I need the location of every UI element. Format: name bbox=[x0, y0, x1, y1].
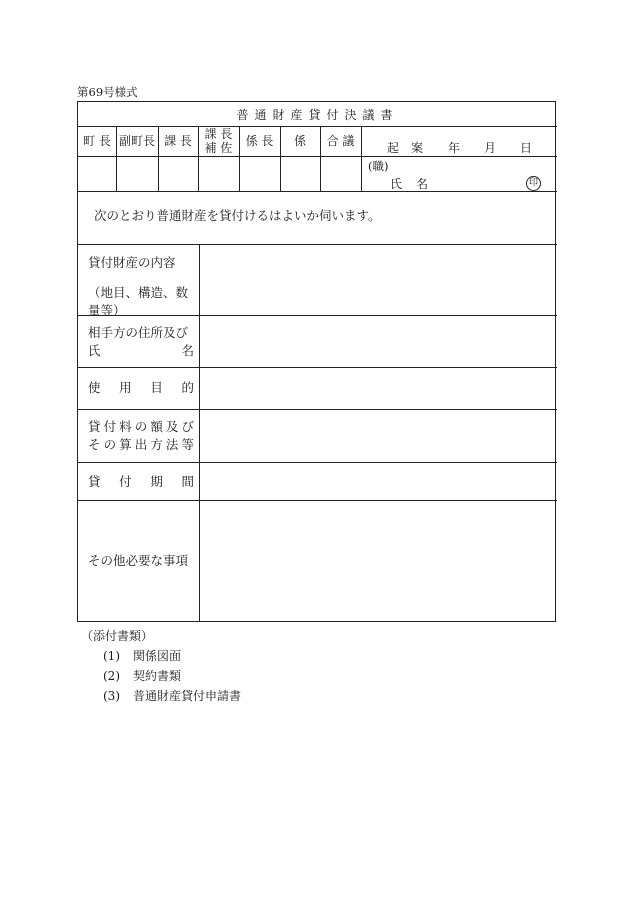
header-kachou-hosa bbox=[198, 127, 239, 155]
rule-row-5 bbox=[78, 500, 557, 501]
header-kachou-hosa-line1: 課 長 bbox=[204, 127, 233, 141]
header-kachou-hosa-line2: 補 佐 bbox=[204, 141, 233, 155]
label-counterparty bbox=[88, 324, 194, 360]
label-purpose-char: 的 bbox=[181, 380, 194, 395]
form-number: 第69号様式 bbox=[77, 85, 138, 99]
attachment-item bbox=[81, 686, 241, 706]
label-column-divider bbox=[199, 244, 200, 622]
drafter-title-label: (職) bbox=[368, 159, 389, 173]
label-fee-char: 及 bbox=[165, 419, 179, 434]
label-fee-char: 方 bbox=[150, 437, 163, 452]
drafting-month-label: 月 bbox=[484, 141, 497, 155]
attachment-number: (1) bbox=[103, 649, 120, 663]
header-kachou: 課 長 bbox=[164, 134, 192, 148]
label-period-char: 貸 bbox=[88, 474, 101, 489]
rule-under-statement bbox=[78, 244, 557, 245]
label-fee-char: の bbox=[134, 419, 148, 434]
label-counterparty-line2 bbox=[88, 342, 194, 360]
attachment-text: 契約書類 bbox=[133, 669, 182, 683]
label-fee-char: 算 bbox=[119, 437, 132, 452]
label-fee-char: の bbox=[103, 437, 117, 452]
attachment-text: 関係図面 bbox=[133, 649, 182, 663]
label-counterparty-name-b: 名 bbox=[181, 343, 194, 358]
header-gougi: 合 議 bbox=[326, 134, 355, 148]
label-purpose-char: 目 bbox=[150, 380, 163, 395]
label-fee-line2 bbox=[88, 436, 194, 454]
drafting-label: 起 案 bbox=[387, 141, 424, 155]
rule-under-stamps bbox=[78, 191, 557, 192]
label-counterparty-line1: 相手方の住所及び bbox=[88, 325, 189, 340]
header-chou: 町 長 bbox=[83, 134, 111, 148]
label-fee-char: び bbox=[181, 419, 194, 434]
label-fee-char: 等 bbox=[181, 437, 194, 452]
label-period-char: 付 bbox=[119, 474, 132, 489]
label-fee-char: 付 bbox=[103, 419, 117, 434]
drafter-name-label: 氏名 bbox=[390, 177, 443, 191]
label-purpose bbox=[88, 379, 194, 397]
label-counterparty-name-a: 氏 bbox=[88, 343, 101, 358]
attachment-item bbox=[81, 646, 241, 666]
label-fee-char: 料 bbox=[119, 419, 132, 434]
grid-col-line bbox=[361, 126, 362, 191]
rule-row-3 bbox=[78, 409, 557, 410]
resolution-form bbox=[77, 101, 556, 622]
drafting-year-label: 年 bbox=[448, 141, 461, 155]
header-kakarichou: 係 長 bbox=[245, 134, 274, 148]
label-other-matters: その他必要な事項 bbox=[88, 553, 189, 568]
attachment-item bbox=[81, 666, 241, 686]
label-fee-char: 貸 bbox=[88, 419, 101, 434]
attachment-number: (2) bbox=[103, 669, 120, 683]
rule-under-headers bbox=[78, 156, 557, 157]
attachment-text: 普通財産貸付申請書 bbox=[133, 689, 242, 703]
attachments-list bbox=[81, 626, 241, 706]
label-property-line1: 貸付財産の内容 bbox=[88, 255, 176, 270]
label-fee bbox=[88, 418, 194, 454]
rule-row-2 bbox=[78, 367, 557, 368]
form-title: 普通財産貸付決議書 bbox=[236, 108, 399, 122]
label-fee-line1 bbox=[88, 418, 194, 436]
label-fee-char: 額 bbox=[150, 419, 163, 434]
request-statement: 次のとおり普通財産を貸付けるはよいか伺います。 bbox=[94, 208, 381, 223]
drafting-day-label: 日 bbox=[520, 141, 533, 155]
label-purpose-char: 使 bbox=[88, 380, 101, 395]
label-period-char: 間 bbox=[181, 474, 194, 489]
label-property-contents bbox=[88, 254, 194, 320]
rule-row-4 bbox=[78, 462, 557, 463]
attachments-heading: （添付書類） bbox=[81, 629, 154, 643]
label-fee-char: 出 bbox=[134, 437, 148, 452]
seal-mark-icon: 印 bbox=[526, 176, 541, 191]
rule-under-title bbox=[78, 126, 557, 127]
attachment-number: (3) bbox=[103, 689, 120, 703]
label-period bbox=[88, 473, 194, 491]
label-fee-char: 法 bbox=[165, 437, 179, 452]
label-period-char: 期 bbox=[150, 474, 163, 489]
label-property-line3: 量等） bbox=[88, 303, 126, 318]
label-fee-char: そ bbox=[88, 437, 101, 452]
label-property-line2: （地目、構造、数 bbox=[88, 285, 189, 300]
label-purpose-char: 用 bbox=[119, 380, 132, 395]
header-kakari: 係 bbox=[293, 134, 306, 148]
header-fukuchou: 副町長 bbox=[118, 134, 155, 148]
